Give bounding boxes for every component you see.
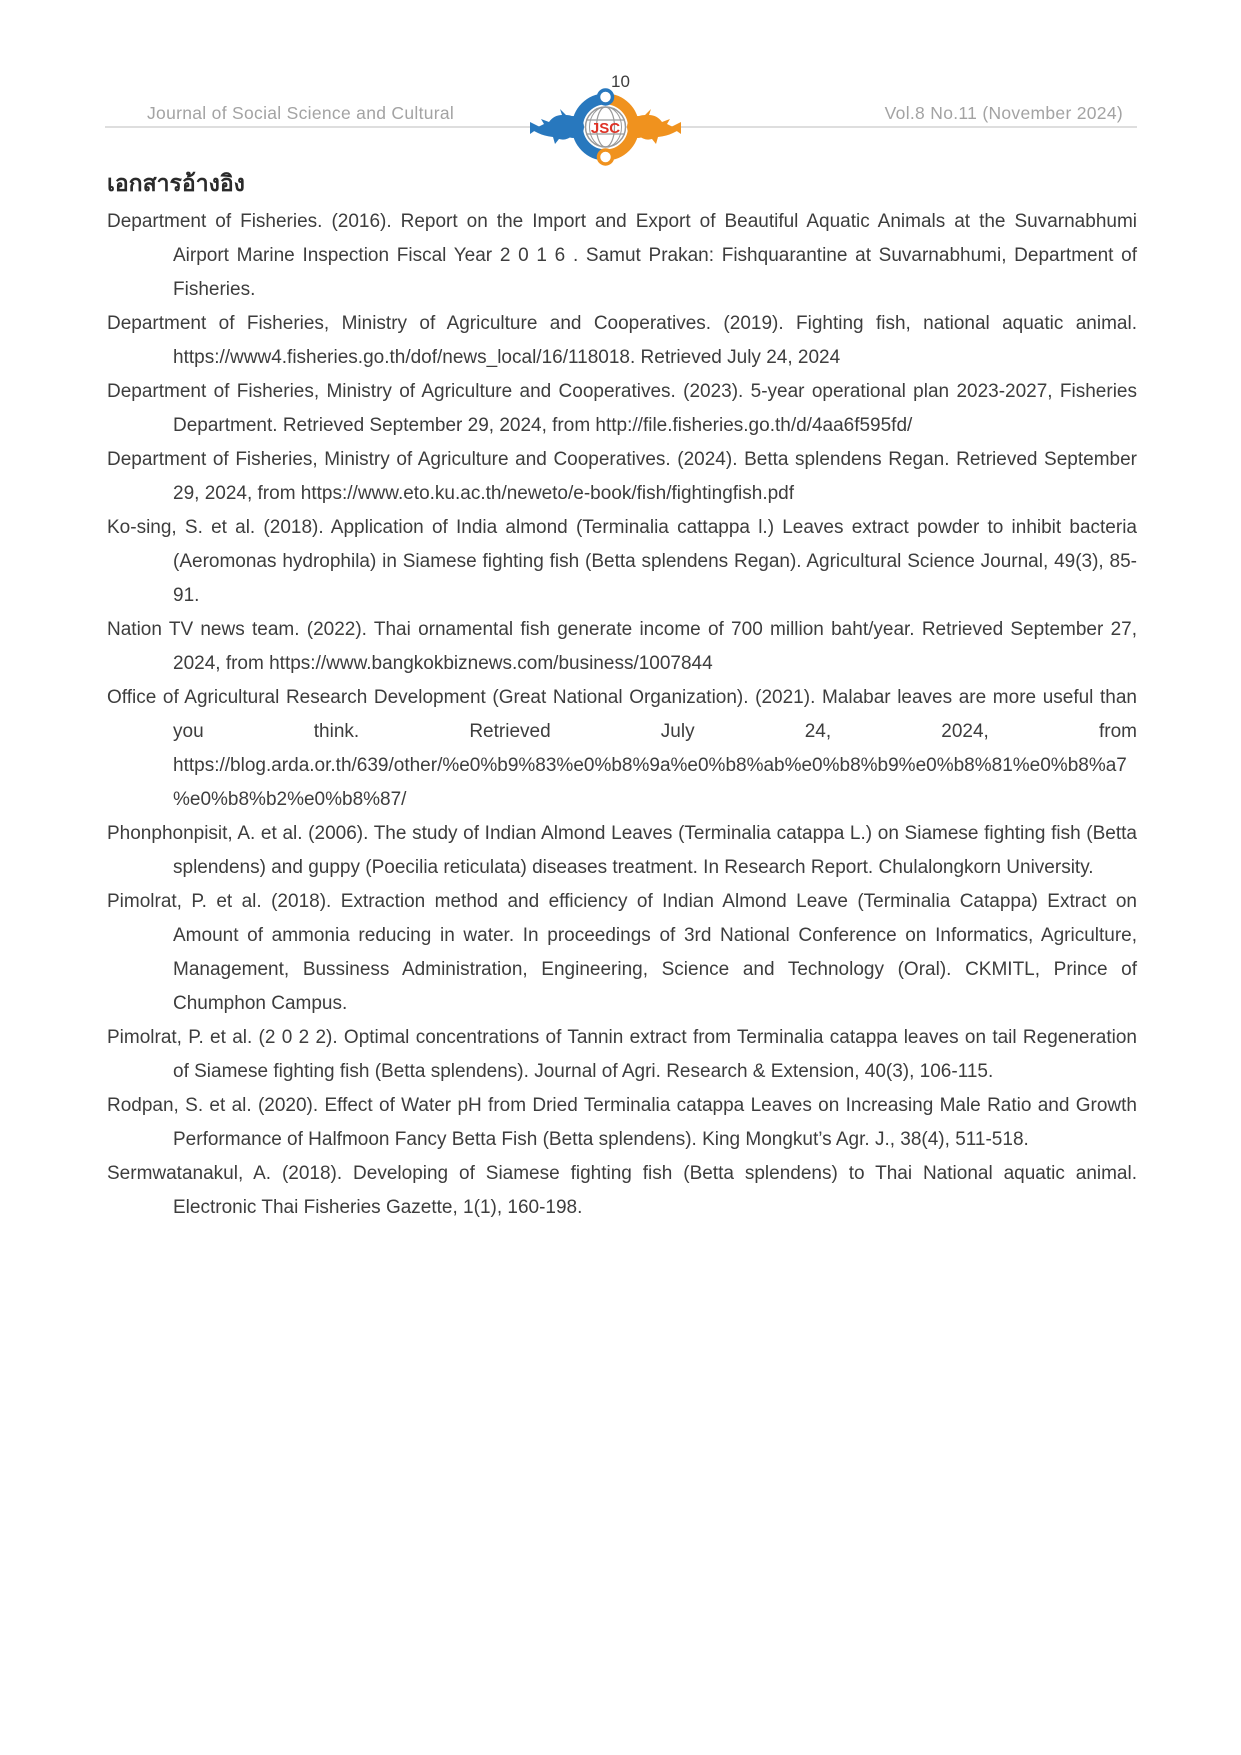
reference-item: Department of Fisheries, Ministry of Agriculture and Cooperatives. (2024). Betta splendens Regan. Retrieved September 29, 2024, from https://www.eto.ku.ac.th/neweto/e-book/fish/fightingfish.pdf <box>107 449 1137 504</box>
reference-item: Sermwatanakul, A. (2018). Developing of Siamese fighting fish (Betta splendens) to Thai National aquatic animal. Electronic Thai Fisheries Gazette, 1(1), 160-198. <box>107 1163 1137 1218</box>
reference-item: Office of Agricultural Research Development (Great National Organization). (2021). Malabar leaves are more useful than you think. Retrieved July 24, 2024, from https://blog.arda.or.th/639/other/%e0%b9%83%e0%b8%9a%e0%b8%ab%e0%b8%b9%e0%b8%81%e0%b8%a7%e0%b8%b2%e0%b8%87/ <box>107 687 1137 810</box>
journal-logo <box>528 84 683 170</box>
reference-item: Department of Fisheries, Ministry of Agriculture and Cooperatives. (2019). Fighting fish, national aquatic animal. https://www4.fisheries.go.th/dof/news_local/16/118018. Retrieved July 24, 2024 <box>107 313 1137 368</box>
page-number: 10 <box>611 72 630 91</box>
reference-item: Pimolrat, P. et al. (2 0 2 2). Optimal concentrations of Tannin extract from Terminalia catappa leaves on tail Regeneration of Siamese fighting fish (Betta splendens). Journal of Agri. Research & Extension, 40(3), 106-115. <box>107 1027 1137 1082</box>
logo-bottom-circle <box>599 150 613 164</box>
reference-item: Department of Fisheries. (2016). Report on the Import and Export of Beautiful Aquatic Animals at the Suvarnabhumi Airport Marine Inspection Fiscal Year 2 0 1 6 . Samut Prakan: Fishquarantine at Suvarnabhumi, Department of Fisheries. <box>107 211 1137 300</box>
logo-top-circle <box>599 90 613 104</box>
reference-item: Phonphonpisit, A. et al. (2006). The study of Indian Almond Leaves (Terminalia catappa L.) on Siamese fighting fish (Betta splendens) and guppy (Poecilia reticulata) diseases treatment. In Research Report. Chulalongkorn University. <box>107 823 1137 878</box>
reference-item: Ko-sing, S. et al. (2018). Application of India almond (Terminalia cattappa l.) Leaves extract powder to inhibit bacteria (Aeromonas hydrophila) in Siamese fighting fish (Betta splendens Regan). Agricultural Science Journal, 49(3), 85-91. <box>107 517 1137 606</box>
reference-item: Pimolrat, P. et al. (2018). Extraction method and efficiency of Indian Almond Leave (Terminalia Catappa) Extract on Amount of ammonia reducing in water. In proceedings of 3rd National Conference on Informatics, Agriculture, Management, Bussiness Administration, Engineering, Science and Technology (Oral). CKMITL, Prince of Chumphon Campus. <box>107 891 1137 1014</box>
reference-list <box>107 205 1137 1225</box>
reference-item: Department of Fisheries, Ministry of Agriculture and Cooperatives. (2023). 5-year operational plan 2023-2027, Fisheries Department. Retrieved September 29, 2024, from http://file.fisheries.go.th/d/4aa6f595fd/ <box>107 381 1137 436</box>
logo-jsc-text: JSC <box>590 120 621 137</box>
page-header <box>0 100 1241 170</box>
issue-info: Vol.8 No.11 (November 2024) <box>884 103 1123 123</box>
globe-icon <box>586 107 626 147</box>
reference-item: Rodpan, S. et al. (2020). Effect of Water pH from Dried Terminalia catappa Leaves on Increasing Male Ratio and Growth Performance of Halfmoon Fancy Betta Fish (Betta splendens). King Mongkut’s Agr. J., 38(4), 511-518. <box>107 1095 1137 1150</box>
references-heading: เอกสารอ้างอิง <box>107 170 245 196</box>
reference-item: Nation TV news team. (2022). Thai ornamental fish generate income of 700 million baht/year. Retrieved September 27, 2024, from https://www.bangkokbiznews.com/business/1007844 <box>107 619 1137 674</box>
journal-title: Journal of Social Science and Cultural <box>147 103 455 123</box>
references-section <box>107 166 1137 1225</box>
